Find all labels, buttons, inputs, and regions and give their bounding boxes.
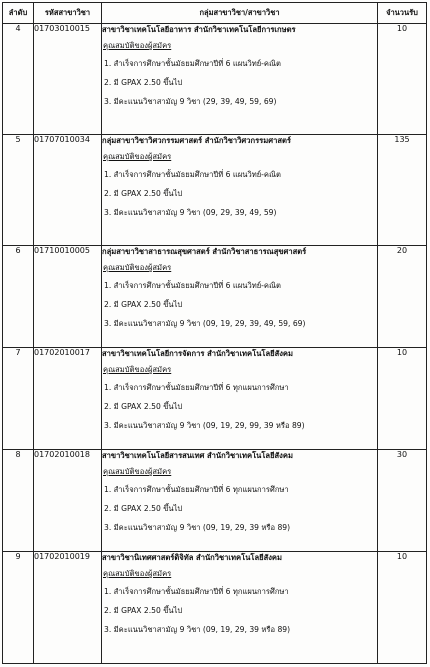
program-cell [102,135,378,246]
qualification-heading: คุณสมบัติของผู้สมัคร [103,467,172,476]
header-no: ลำดับ [3,3,34,24]
qualification-heading: คุณสมบัติของผู้สมัคร [103,569,172,578]
requirement-item: 3. มีคะแนนวิชาสามัญ 9 วิชา (29, 39, 49, 59, 69) [104,97,277,106]
table-row [3,552,427,664]
requirement-item: 3. มีคะแนนวิชาสามัญ 9 วิชา (09, 19, 29, 39 หรือ 89) [104,523,291,532]
table-row [3,450,427,552]
header-program: กลุ่มสาขาวิชา/สาขาวิชา [102,3,378,24]
requirement-item: 1. สำเร็จการศึกษาชั้นมัธยมศึกษาปีที่ 6 ทุกแผนการศึกษา [104,587,289,596]
program-cell [102,24,378,135]
program-cell [102,552,378,664]
qualification-heading: คุณสมบัติของผู้สมัคร [103,41,172,50]
header-code: รหัสสาขาวิชา [34,3,102,24]
program-code: 01710010005 [34,246,102,348]
requirement-item: 2. มี GPAX 2.50 ขึ้นไป [104,504,183,513]
table-row [3,135,427,246]
program-code: 01703010015 [34,24,102,135]
requirement-item: 3. มีคะแนนวิชาสามัญ 9 วิชา (09, 29, 39, 49, 59) [104,208,277,217]
requirement-item: 2. มี GPAX 2.50 ขึ้นไป [104,402,183,411]
program-cell [102,348,378,450]
program-title: สาขาวิชานิเทศศาสตร์ดิจิทัล สำนักวิชาเทคโนโลยีสังคม [102,553,282,562]
program-title: สาขาวิชาเทคโนโลยีการจัดการ สำนักวิชาเทคโนโลยีสังคม [102,349,294,358]
requirement-item: 3. มีคะแนนวิชาสามัญ 9 วิชา (09, 19, 29, 39, 49, 59, 69) [104,319,306,328]
qualification-heading: คุณสมบัติของผู้สมัคร [103,152,172,161]
row-number: 4 [3,24,34,135]
requirement-item: 1. สำเร็จการศึกษาชั้นมัธยมศึกษาปีที่ 6 แผนวิทย์-คณิต [104,59,281,68]
seat-count: 135 [378,135,427,246]
qualification-heading: คุณสมบัติของผู้สมัคร [103,365,172,374]
seat-count: 20 [378,246,427,348]
requirement-item: 1. สำเร็จการศึกษาชั้นมัธยมศึกษาปีที่ 6 ทุกแผนการศึกษา [104,485,289,494]
row-number: 8 [3,450,34,552]
row-number: 5 [3,135,34,246]
requirement-item: 2. มี GPAX 2.50 ขึ้นไป [104,189,183,198]
program-code: 01702010019 [34,552,102,664]
row-number: 7 [3,348,34,450]
header-seats: จำนวนรับ [378,3,427,24]
requirement-item: 2. มี GPAX 2.50 ขึ้นไป [104,606,183,615]
row-number: 9 [3,552,34,664]
requirement-item: 1. สำเร็จการศึกษาชั้นมัธยมศึกษาปีที่ 6 ทุกแผนการศึกษา [104,383,289,392]
admission-table [2,2,427,664]
program-title: สาขาวิชาเทคโนโลยีสารสนเทศ สำนักวิชาเทคโนโลยีสังคม [102,451,293,460]
seat-count: 10 [378,348,427,450]
program-title: กลุ่มสาขาวิชาสาธารณสุขศาสตร์ สำนักวิชาสาธารณสุขศาสตร์ [102,247,307,256]
table-row [3,24,427,135]
program-code: 01702010017 [34,348,102,450]
requirement-item: 3. มีคะแนนวิชาสามัญ 9 วิชา (09, 19, 29, 99, 39 หรือ 89) [104,421,305,430]
requirement-item: 3. มีคะแนนวิชาสามัญ 9 วิชา (09, 19, 29, 39 หรือ 89) [104,625,291,634]
program-cell [102,450,378,552]
requirement-item: 1. สำเร็จการศึกษาชั้นมัธยมศึกษาปีที่ 6 แผนวิทย์-คณิต [104,170,281,179]
program-cell [102,246,378,348]
seat-count: 10 [378,552,427,664]
program-title: กลุ่มสาขาวิชาวิศวกรรมศาสตร์ สำนักวิชาวิศวกรรมศาสตร์ [102,136,291,145]
requirement-item: 1. สำเร็จการศึกษาชั้นมัธยมศึกษาปีที่ 6 แผนวิทย์-คณิต [104,281,281,290]
requirement-item: 2. มี GPAX 2.50 ขึ้นไป [104,78,183,87]
table-header-row [3,3,427,24]
program-code: 01707010034 [34,135,102,246]
program-code: 01702010018 [34,450,102,552]
seat-count: 30 [378,450,427,552]
row-number: 6 [3,246,34,348]
program-title: สาขาวิชาเทคโนโลยีอาหาร สำนักวิชาเทคโนโลยีการเกษตร [102,25,296,34]
table-row [3,246,427,348]
requirement-item: 2. มี GPAX 2.50 ขึ้นไป [104,300,183,309]
seat-count: 10 [378,24,427,135]
table-row [3,348,427,450]
qualification-heading: คุณสมบัติของผู้สมัคร [103,263,172,272]
